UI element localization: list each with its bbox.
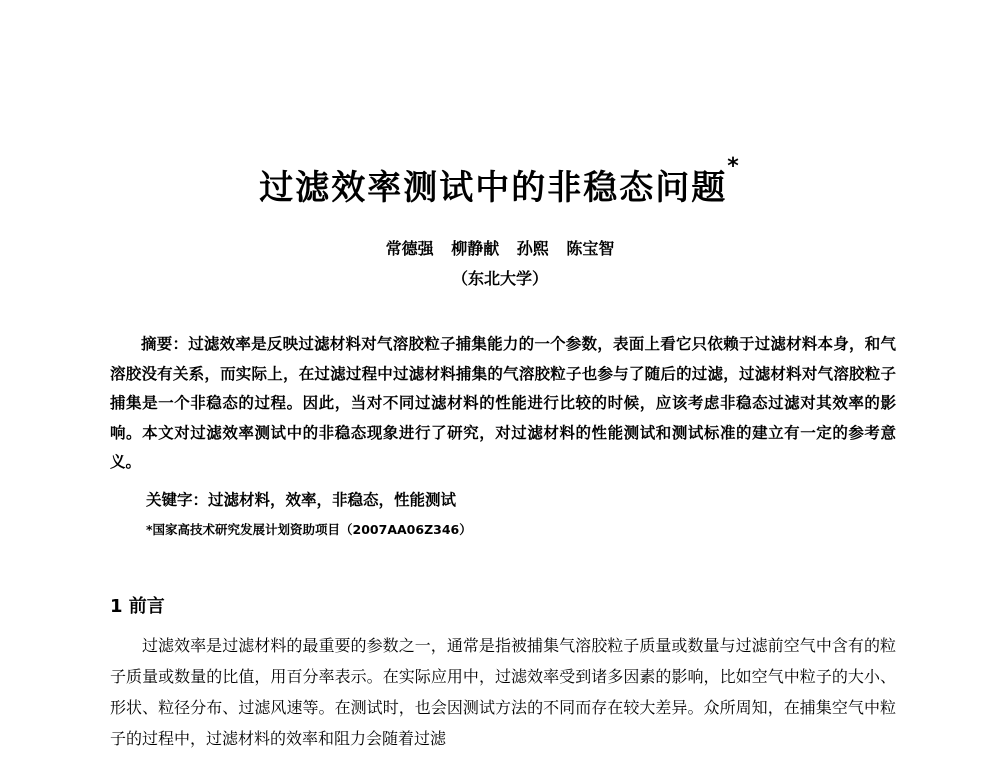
title-footnote-mark: * (727, 154, 741, 179)
title-text: 过滤效率测试中的非稳态问题 (259, 168, 728, 208)
keywords: 关键字：过滤材料，效率，非稳态，性能测试 (146, 491, 457, 509)
paper-title (0, 154, 1000, 209)
affiliation: （东北大学） (451, 269, 548, 288)
abstract: 摘要：过滤效率是反映过滤材料对气溶胶粒子捕集能力的一个参数，表面上看它只依赖于过滤材料本身，和气溶胶没有关系，而实际上，在过滤过程中过滤材料捕集的气溶胶粒子也参与了随后的过滤，过滤材料对气溶胶粒子捕集是一个非稳态的过程。因此，当对不同过滤材料的性能进行比较的时候，应该考虑非稳态过滤对其效率的影响。本文对过滤效率测试中的非稳态现象进行了研究，对过滤材料的性能测试和测试标准的建立有一定的参考意义。 (110, 335, 896, 471)
section-heading: 1 前言 (110, 596, 165, 617)
author-list: 常德强 柳静献 孙熙 陈宝智 (385, 239, 615, 258)
body-paragraph: 过滤效率是过滤材料的最重要的参数之一，通常是指被捕集气溶胶粒子质量或数量与过滤前空气中含有的粒子质量或数量的比值，用百分率表示。在实际应用中，过滤效率受到诸多因素的影响，比如空气中粒子的大小、形状、粒径分布、过滤风速等。在测试时，也会因测试方法的不同而存在较大差异。众所周知，在捕集空气中粒子的过程中，过滤材料的效率和阻力会随着过滤 (110, 636, 896, 748)
funding-footnote: *国家高技术研究发展计划资助项目（2007AA06Z346） (146, 522, 472, 537)
